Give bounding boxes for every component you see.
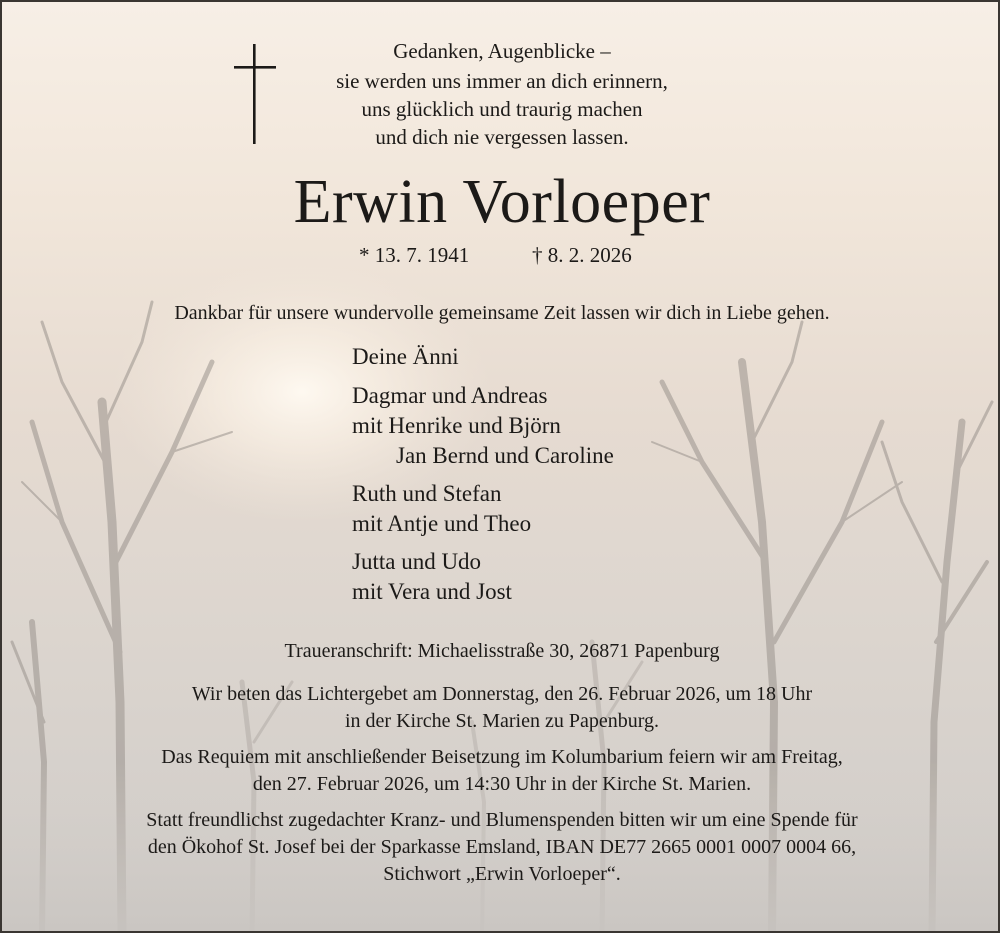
- family-line-2: Dagmar und Andreas: [352, 383, 548, 408]
- birth-date: * 13. 7. 1941: [359, 243, 470, 267]
- donation-line-1: Statt freundlichst zugedachter Kranz- und Blumenspenden bitten wir um eine Spende für: [146, 809, 858, 831]
- poem-line-2: sie werden uns immer an dich erinnern,: [336, 69, 668, 93]
- family-line-7: Jutta und Udo: [352, 549, 482, 574]
- prayer-line-2: in der Kirche St. Marien zu Papenburg.: [345, 710, 659, 732]
- family-line-6: mit Antje und Theo: [352, 511, 532, 536]
- requiem-line-1: Das Requiem mit anschließender Beisetzung im Kolumbarium feiern wir am Freitag,: [161, 746, 843, 768]
- donation-line-3: Stichwort „Erwin Vorloeper“.: [383, 863, 621, 885]
- prayer-line-1: Wir beten das Lichtergebet am Donnerstag, den 26. Februar 2026, um 18 Uhr: [191, 683, 813, 705]
- family-line-1: Deine Änni: [352, 344, 459, 369]
- poem-line-4: und dich nie vergessen lassen.: [375, 125, 629, 149]
- donation-line-2: den Ökohof St. Josef bei der Sparkasse Emsland, IBAN DE77 2665 0001 0007 0004 66,: [147, 836, 857, 858]
- family-line-3: mit Henrike und Björn: [352, 413, 561, 438]
- poem-line-3: uns glücklich und traurig machen: [361, 97, 643, 121]
- family-line-8: mit Vera und Jost: [352, 579, 512, 604]
- deceased-name: Erwin Vorloeper: [293, 168, 711, 236]
- notice-content: [2, 2, 1000, 933]
- family-line-4: Jan Bernd und Caroline: [396, 443, 614, 468]
- family-line-5: Ruth und Stefan: [352, 481, 502, 506]
- requiem-line-2: den 27. Februar 2026, um 14:30 Uhr in der Kirche St. Marien.: [252, 773, 752, 795]
- farewell-text: Dankbar für unsere wundervolle gemeinsame Zeit lassen wir dich in Liebe gehen.: [174, 302, 830, 324]
- mourning-address: Traueranschrift: Michaelisstraße 30, 26871 Papenburg: [284, 640, 720, 662]
- death-date: † 8. 2. 2026: [532, 243, 632, 267]
- poem-line-1: Gedanken, Augenblicke –: [393, 39, 611, 63]
